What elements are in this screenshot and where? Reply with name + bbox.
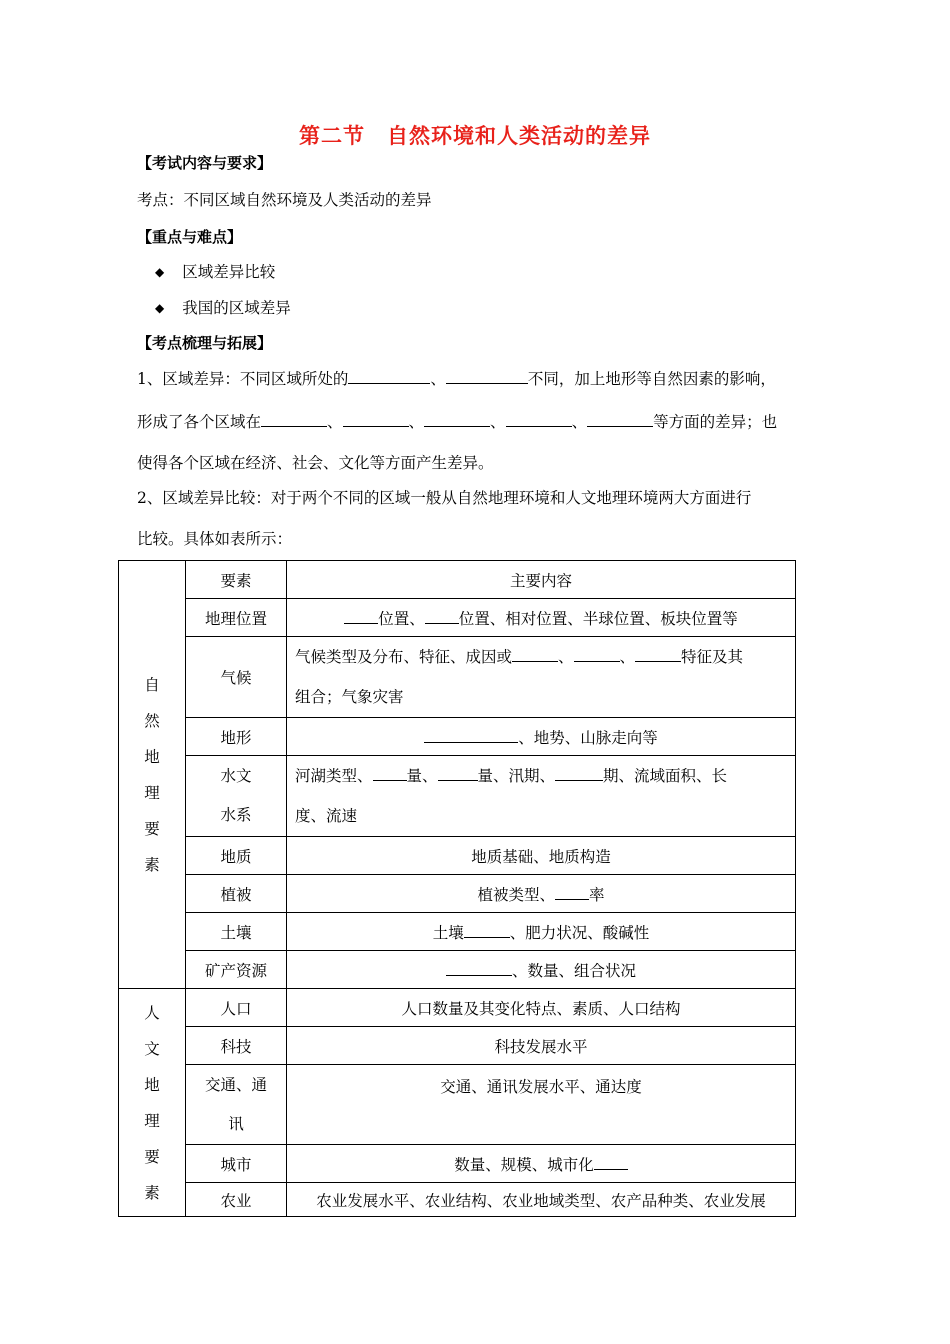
row-label: 矿产资源 <box>186 951 287 989</box>
row-label: 城市 <box>186 1145 287 1183</box>
header-element: 要素 <box>186 561 287 599</box>
paragraph-1-line-1: 1、区域差异：不同区域所处的 、 不同，加上地形等自然因素的影响， <box>137 370 776 388</box>
row-content: 、数量、组合状况 <box>287 951 796 989</box>
bullet-item <box>155 296 291 318</box>
table-row <box>119 1145 796 1183</box>
fill-blank <box>506 412 572 427</box>
row-label: 地理位置 <box>186 599 287 637</box>
table-row <box>119 1027 796 1065</box>
bullet-text: 区域差异比较 <box>182 263 276 281</box>
row-label: 气候 <box>186 637 287 718</box>
row-content: 位置、 位置、相对位置、半球位置、板块位置等 <box>287 599 796 637</box>
row-content: 地质基础、地质构造 <box>287 837 796 875</box>
row-content: 土壤 、肥力状况、酸碱性 <box>287 913 796 951</box>
bullet-text: 我国的区域差异 <box>182 299 291 317</box>
paragraph-2-line-1: 2、区域差异比较：对于两个不同的区域一般从自然地理环境和人文地理环境两大方面进行 <box>137 489 752 507</box>
section-heading-key-points: 【重点与难点】 <box>137 228 243 246</box>
table-row <box>119 951 796 989</box>
row-content: 河湖类型、 量、 量、汛期、 期、流域面积、长 度、流速 <box>287 756 796 837</box>
fill-blank <box>424 412 490 427</box>
diamond-bullet-icon: ◆ <box>155 301 165 315</box>
header-content: 主要内容 <box>287 561 796 599</box>
table-row <box>119 989 796 1027</box>
row-label: 土壤 <box>186 913 287 951</box>
row-content: 农业发展水平、农业结构、农业地域类型、农产品种类、农业发展 <box>287 1183 796 1217</box>
row-label: 交通、通 讯 <box>186 1065 287 1145</box>
paragraph-1-line-3: 使得各个区域在经济、社会、文化等方面产生差异。 <box>137 454 494 472</box>
table-row <box>119 718 796 756</box>
row-label: 水文 水系 <box>186 756 287 837</box>
table-row <box>119 1065 796 1145</box>
fill-blank <box>261 412 327 427</box>
table-row <box>119 637 796 718</box>
fill-blank <box>348 369 430 384</box>
row-content: 、地势、山脉走向等 <box>287 718 796 756</box>
row-content: 交通、通讯发展水平、通达度 <box>287 1065 796 1145</box>
fill-blank <box>343 412 409 427</box>
table-row <box>119 875 796 913</box>
table-header-row <box>119 561 796 599</box>
table-row <box>119 913 796 951</box>
fill-blank <box>446 369 528 384</box>
bullet-item <box>155 260 275 282</box>
row-content: 数量、规模、城市化 <box>287 1145 796 1183</box>
fill-blank <box>587 412 653 427</box>
exam-point-text: 考点：不同区域自然环境及人类活动的差异 <box>137 191 432 209</box>
paragraph-2-line-2: 比较。具体如表所示： <box>137 530 293 548</box>
row-label: 农业 <box>186 1183 287 1217</box>
row-label: 科技 <box>186 1027 287 1065</box>
page-title: 第二节 自然环境和人类活动的差异 <box>299 124 651 148</box>
section-heading-exam: 【考试内容与要求】 <box>137 154 273 172</box>
row-content: 人口数量及其变化特点、素质、人口结构 <box>287 989 796 1027</box>
table-row <box>119 1183 796 1217</box>
row-content: 科技发展水平 <box>287 1027 796 1065</box>
table-row <box>119 837 796 875</box>
row-label: 地形 <box>186 718 287 756</box>
human-elements-group-cell: 人 文 地 理 要 素 <box>119 989 186 1217</box>
natural-elements-group-cell: 自 然 地 理 要 素 <box>119 561 186 989</box>
region-difference-table <box>118 560 796 1217</box>
paragraph-1-line-2: 形成了各个区域在 、 、 、 、 等方面的差异；也 <box>137 413 778 431</box>
row-label: 人口 <box>186 989 287 1027</box>
table-row <box>119 756 796 837</box>
section-heading-review: 【考点梳理与拓展】 <box>137 334 273 352</box>
row-label: 植被 <box>186 875 287 913</box>
row-content: 气候类型及分布、特征、成因或 、 、 特征及其 组合；气象灾害 <box>287 637 796 718</box>
row-content: 植被类型、 率 <box>287 875 796 913</box>
row-label: 地质 <box>186 837 287 875</box>
table-row <box>119 599 796 637</box>
diamond-bullet-icon: ◆ <box>155 265 165 279</box>
